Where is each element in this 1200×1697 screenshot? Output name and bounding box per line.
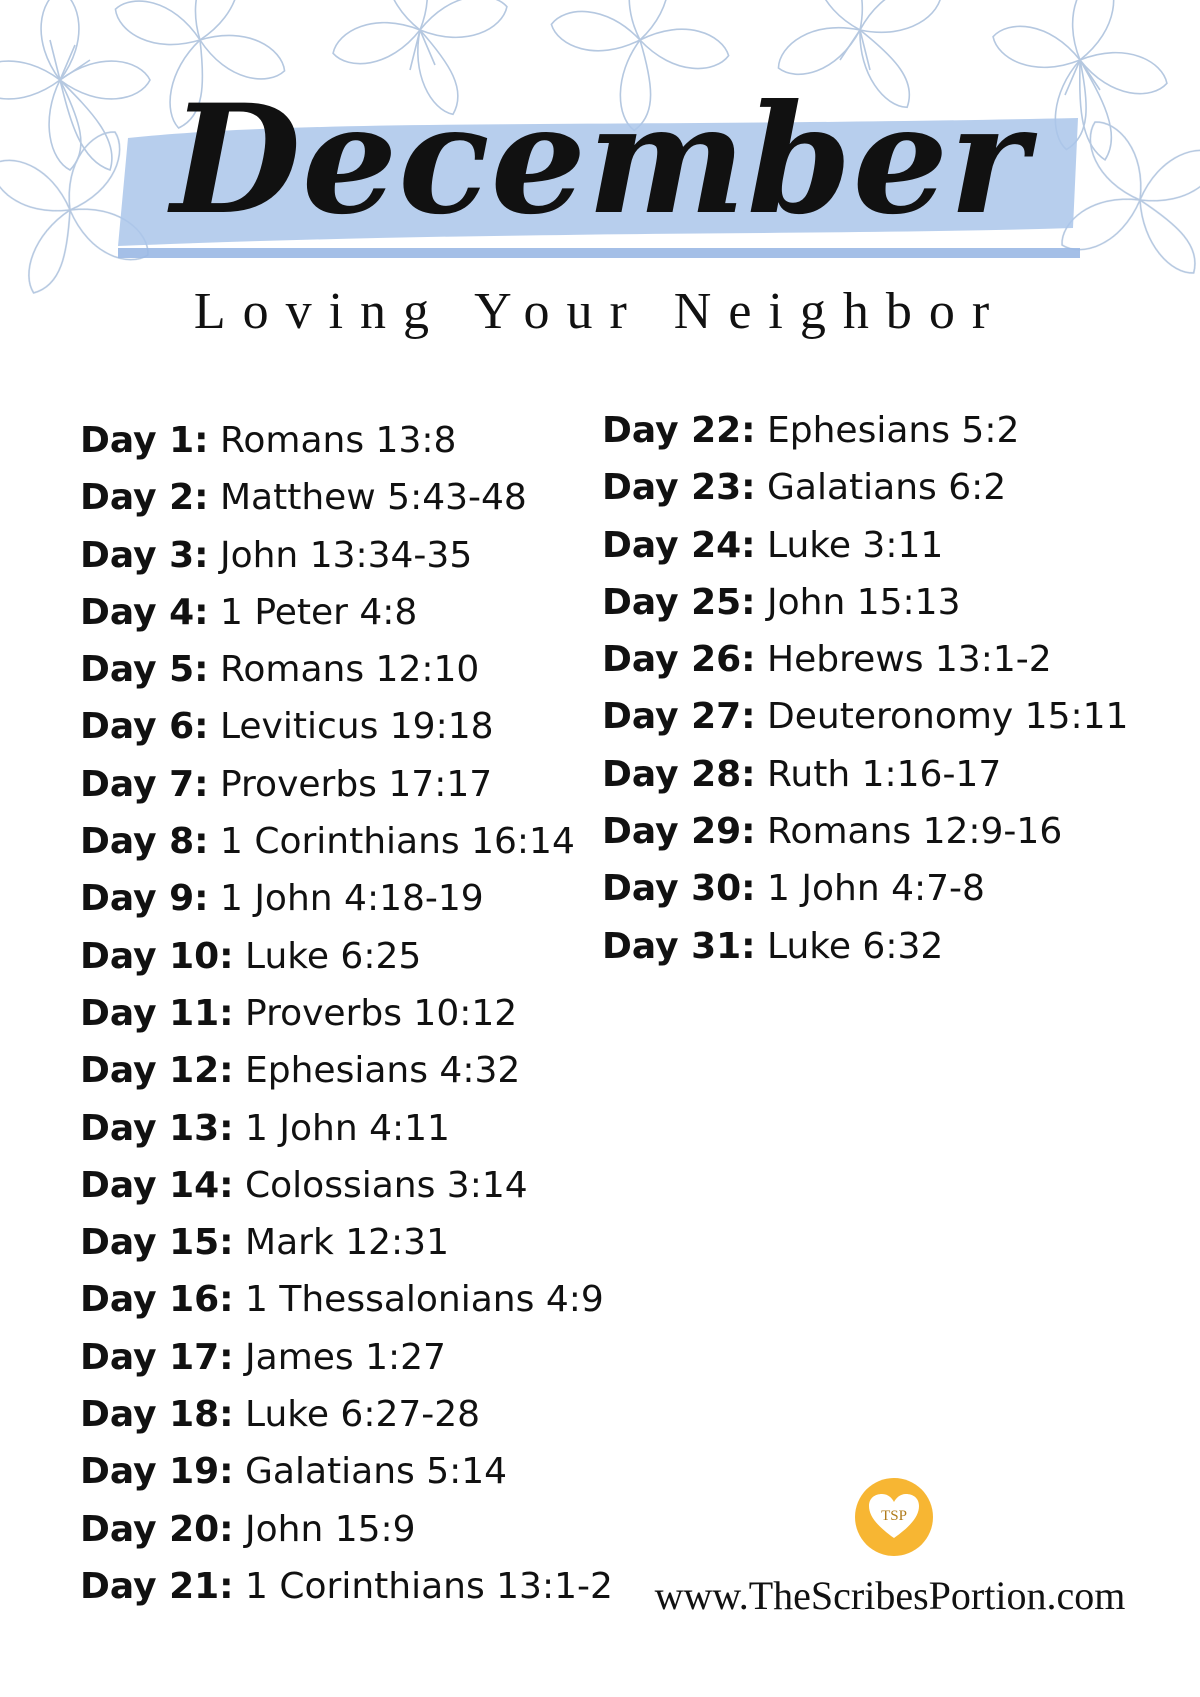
scripture-reference: 1 John 4:7-8 (767, 868, 985, 910)
scripture-reference: Ruth 1:16-17 (767, 753, 1002, 795)
scripture-reference: 1 John 4:11 (245, 1107, 450, 1149)
scripture-reference: John 15:13 (767, 581, 961, 623)
logo-text: TSP (881, 1508, 907, 1524)
reading-row (80, 412, 613, 469)
reading-row (80, 1443, 613, 1500)
day-label: Day 25: (602, 581, 756, 623)
scripture-reference: Proverbs 10:12 (245, 992, 518, 1034)
reading-row (602, 631, 1128, 688)
day-label: Day 11: (80, 992, 234, 1034)
reading-row (80, 928, 613, 985)
day-label: Day 20: (80, 1508, 234, 1550)
day-label: Day 6: (80, 706, 209, 748)
scripture-reference: Colossians 3:14 (245, 1164, 528, 1206)
scripture-reference: Luke 6:27-28 (245, 1394, 481, 1436)
day-label: Day 1: (80, 420, 209, 461)
scripture-reference: James 1:27 (245, 1336, 446, 1378)
scripture-reference: 1 Corinthians 16:14 (219, 821, 575, 863)
reading-row (80, 469, 613, 526)
scripture-reference: John 13:34-35 (219, 534, 473, 576)
scripture-reference: John 15:9 (245, 1508, 416, 1550)
reading-row (602, 746, 1128, 803)
scripture-reference: 1 Corinthians 13:1-2 (245, 1565, 613, 1607)
day-label: Day 4: (80, 591, 209, 633)
scripture-reference: Ephesians 4:32 (245, 1050, 521, 1092)
day-label: Day 21: (80, 1565, 234, 1607)
day-label: Day 14: (80, 1164, 234, 1206)
day-label: Day 23: (602, 467, 756, 509)
day-label: Day 27: (602, 696, 756, 738)
scripture-reference: 1 Thessalonians 4:9 (245, 1279, 604, 1321)
day-label: Day 19: (80, 1451, 234, 1493)
scripture-reference: Romans 13:8 (219, 420, 457, 461)
day-label: Day 22: (602, 410, 756, 451)
reading-row (80, 1558, 613, 1615)
day-label: Day 24: (602, 524, 756, 566)
day-label: Day 16: (80, 1279, 234, 1321)
day-label: Day 8: (80, 821, 209, 863)
reading-list-left (80, 412, 613, 1615)
reading-row (80, 1042, 613, 1099)
reading-row (602, 688, 1128, 745)
day-label: Day 2: (80, 477, 209, 519)
scripture-reference: 1 Peter 4:8 (219, 591, 418, 633)
reading-row (80, 1386, 613, 1443)
scripture-reference: 1 John 4:18-19 (219, 878, 484, 920)
scripture-reference: Proverbs 17:17 (219, 763, 493, 805)
reading-row (602, 517, 1128, 574)
day-label: Day 29: (602, 811, 756, 853)
scripture-reference: Mark 12:31 (245, 1222, 449, 1264)
scripture-reference: Romans 12:10 (219, 649, 480, 691)
day-label: Day 13: (80, 1107, 234, 1149)
page-subtitle: Loving Your Neighbor (193, 283, 1007, 340)
day-label: Day 26: (602, 639, 756, 681)
reading-row (80, 1214, 613, 1271)
reading-row (602, 803, 1128, 860)
reading-row (80, 1100, 613, 1157)
scripture-reference: Luke 6:25 (245, 935, 422, 977)
reading-row (80, 1501, 613, 1558)
day-label: Day 12: (80, 1050, 234, 1092)
reading-row (80, 756, 613, 813)
day-label: Day 31: (602, 925, 756, 967)
reading-row (80, 1329, 613, 1386)
reading-row (80, 1157, 613, 1214)
page-title: December (170, 72, 1030, 248)
day-label: Day 7: (80, 763, 209, 805)
scripture-reference: Luke 6:32 (767, 925, 944, 967)
reading-row (80, 698, 613, 755)
reading-row (80, 813, 613, 870)
scripture-reference: Galatians 6:2 (767, 467, 1007, 509)
reading-row (602, 918, 1128, 975)
scripture-reference: Romans 12:9-16 (767, 811, 1063, 853)
reading-list-right (602, 402, 1128, 975)
scripture-reference: Matthew 5:43-48 (219, 477, 527, 519)
reading-row (602, 860, 1128, 917)
day-label: Day 5: (80, 649, 209, 691)
scripture-reference: Deuteronomy 15:11 (767, 696, 1129, 738)
reading-row (80, 985, 613, 1042)
reading-row (602, 459, 1128, 516)
day-label: Day 17: (80, 1336, 234, 1378)
scripture-reference: Hebrews 13:1-2 (767, 639, 1052, 681)
day-label: Day 10: (80, 935, 234, 977)
website-url[interactable]: www.TheScribesPortion.com (654, 1573, 1126, 1618)
reading-row (80, 584, 613, 641)
scripture-reference: Galatians 5:14 (245, 1451, 508, 1493)
day-label: Day 18: (80, 1394, 234, 1436)
reading-row (602, 402, 1128, 459)
reading-row (80, 1271, 613, 1328)
scripture-reference: Leviticus 19:18 (219, 706, 494, 748)
day-label: Day 15: (80, 1222, 234, 1264)
day-label: Day 9: (80, 878, 209, 920)
day-label: Day 30: (602, 868, 756, 910)
reading-row (80, 527, 613, 584)
day-label: Day 28: (602, 753, 756, 795)
scripture-reference: Ephesians 5:2 (767, 410, 1020, 451)
tsp-heart-logo (855, 1478, 933, 1556)
scripture-reference: Luke 3:11 (767, 524, 944, 566)
reading-row (80, 641, 613, 698)
day-label: Day 3: (80, 534, 209, 576)
reading-row (602, 574, 1128, 631)
reading-row (80, 870, 613, 927)
